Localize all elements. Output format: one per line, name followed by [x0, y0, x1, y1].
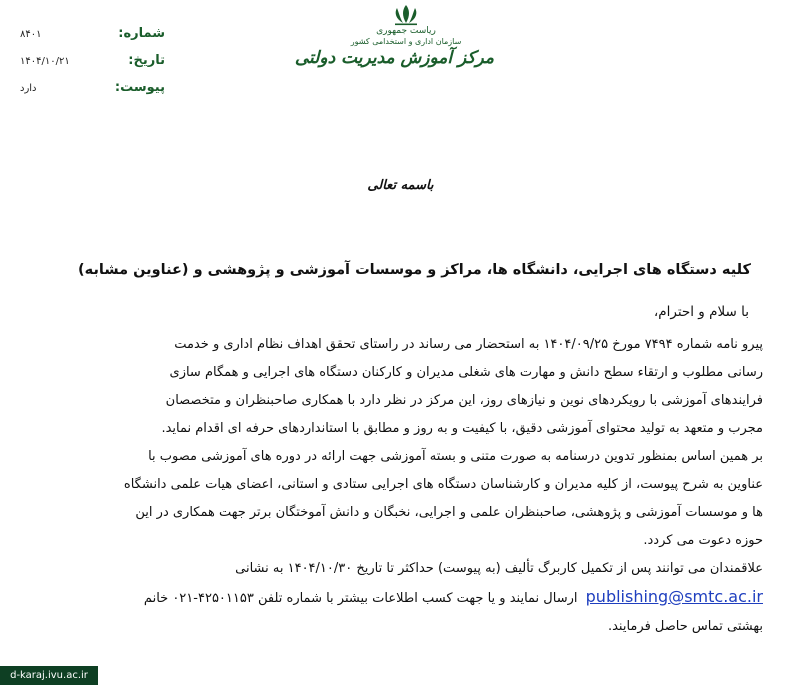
p1-line: رسانی مطلوب و ارتقاء سطح دانش و مهارت های شغلی مدیران و کارکنان دستگاه های اجرایی و همگام سازی — [169, 365, 763, 380]
meta-date-row — [20, 53, 165, 80]
number-label: شماره: — [118, 26, 165, 41]
recipient-heading: کلیه دستگاه های اجرایی، دانشگاه ها، مراکز و موسسات آموزشی و پژوهشی و (عناوین مشابه) — [78, 262, 751, 278]
attachment-value: دارد — [20, 83, 37, 94]
date-value: ۱۴۰۴/۱۰/۲۱ — [20, 56, 70, 67]
attachment-label: پیوست: — [114, 80, 165, 95]
p1-line: مجرب و متعهد به تولید محتوای آموزشی دقیق، با کیفیت و به روز و مطابق با استانداردهای حرفه ای اقدام نماید. — [161, 421, 763, 436]
meta-attachment-row — [20, 80, 165, 107]
p1-line: پیرو نامه شماره ۷۴۹۴ مورخ ۱۴۰۴/۰۹/۲۵ به استحضار می رساند در راستای تحقق اهداف نظام اداری و خدمت — [174, 337, 763, 352]
p2-line: ها و موسسات آموزشی و پژوهشی، صاحبنظران علمی و اجرایی، نخبگان و دانش آموختگان برتر جهت همکاری در این — [135, 505, 763, 520]
p3-line: بهشتی تماس حاصل فرمایند. — [607, 619, 763, 634]
p2-line: بر همین اساس بمنظور تدوین درسنامه به صورت متنی و بسته آموزشی جهت ارائه در دوره های آموزشی مصوب با — [148, 449, 763, 464]
number-value: ۸۴۰۱ — [20, 29, 42, 40]
p2-line: عناوین به شرح پیوست، از کلیه مدیران و کارشناسان دستگاه های اجرایی ستادی و استانی، اعضای هیات علمی دانشگاه — [123, 477, 763, 492]
bismillah: باسمه تعالی — [367, 178, 434, 193]
organization-logo — [294, 4, 494, 94]
p3-line: علاقمندان می توانند پس از تکمیل کاربرگ تألیف (به پیوست) حداکثر تا تاریخ ۱۴۰۴/۱۰/۳۰ به نشانی — [235, 561, 763, 576]
logo-presidency: ریاست جمهوری — [376, 26, 436, 36]
email-link[interactable]: publishing@smtc.ac.ir — [585, 587, 763, 606]
paragraph-3 — [45, 555, 763, 641]
letter-meta — [20, 26, 165, 107]
paragraph-2 — [45, 443, 763, 555]
logo-organization: سازمان اداری و استخدامی کشور — [350, 37, 462, 46]
p2-line: حوزه دعوت می کردد. — [643, 533, 763, 548]
emblem-icon — [389, 4, 423, 26]
paragraph-1 — [45, 331, 763, 443]
date-label: تاریخ: — [128, 53, 165, 68]
meta-number-row — [20, 26, 165, 53]
p1-line: فرایندهای آموزشی با رویکردهای نوین و نیازهای روز، این مرکز در نظر دارد با همکاری صاحبنظران و متخصصان — [165, 393, 763, 408]
site-watermark: d-karaj.ivu.ac.ir — [0, 666, 98, 685]
p3-line-with-email — [45, 583, 763, 613]
p3-line-rest: ارسال نمایند و یا جهت کسب اطلاعات بیشتر با شماره تلفن ۴۲۵۰۱۱۵۳-۰۲۱ خانم — [143, 591, 578, 606]
logo-center-name: مرکز آموزش مدیریت دولتی — [294, 48, 494, 68]
letter-body — [45, 331, 763, 641]
greeting: با سلام و احترام، — [653, 304, 749, 320]
